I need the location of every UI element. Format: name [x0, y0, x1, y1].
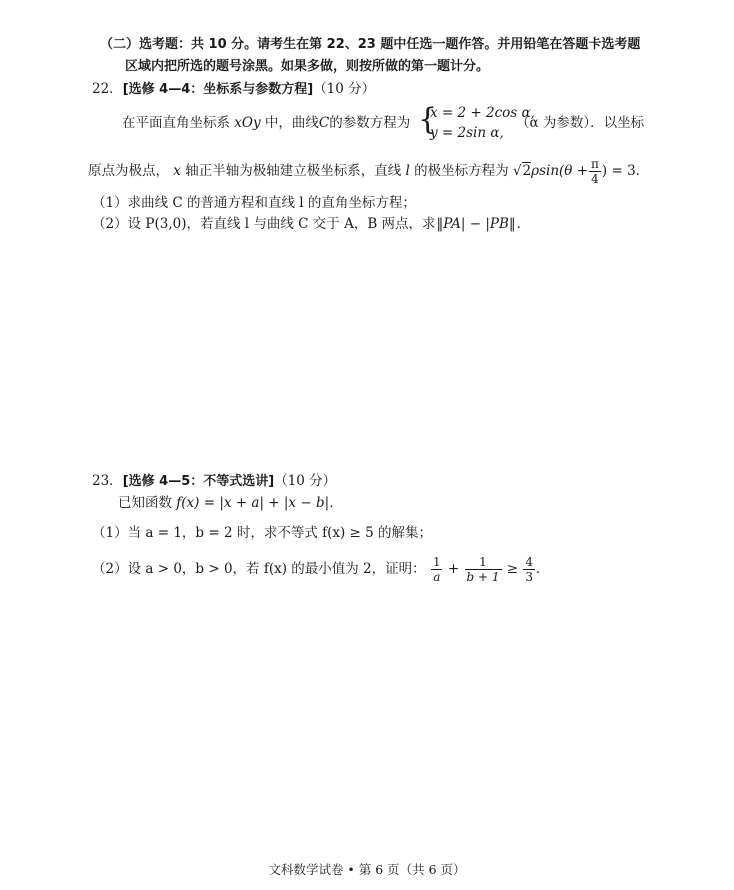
q22-number: 22． — [92, 81, 123, 97]
q22-heading — [92, 79, 375, 100]
q22-polar-end: ) = 3． — [601, 163, 650, 179]
section-header-line1: （二）选考题：共 10 分。请考生在第 22、23 题中任选一题作答。并用铅笔在答题卡选考题 — [100, 37, 641, 52]
q22-intro-text-a: 在平面直角坐标系 — [122, 115, 230, 131]
q22-title: [选修 4—4：坐标系与参数方程] — [122, 82, 314, 97]
section-header-line2: 区域内把所选的题号涂黑。如果多做，则按所做的第一题计分。 — [125, 59, 490, 74]
q22-coord-system: xOy — [234, 115, 261, 131]
q23-frac-4-over-3: $\frac{4}{3}$ — [525, 555, 534, 584]
q22-sqrt: √2 — [512, 163, 532, 179]
q22-score: （10 分） — [313, 81, 376, 97]
page-footer: 文科数学试卷 • 第 6 页（共 6 页） — [268, 862, 466, 877]
q23-part1: （1）当 a = 1，b = 2 时，求不等式 f(x) ≥ 5 的解集； — [92, 525, 433, 541]
q22-pi-over-4: $\frac{\pi}{4}$ — [591, 157, 599, 186]
q23-score: （10 分） — [274, 473, 337, 489]
q23-plus: + — [447, 561, 460, 577]
q23-given — [118, 493, 343, 513]
q22-polar-mid: ρsin(θ + — [531, 163, 589, 179]
q22-line2-text-a: 原点为极点， — [88, 163, 169, 179]
q23-title: [选修 4—5：不等式选讲] — [122, 474, 275, 489]
q22-curve-name: C — [318, 115, 330, 131]
q22-l-var: l — [405, 163, 410, 179]
q23-given-text: 已知函数 — [118, 495, 172, 511]
q23-geq: ≥ — [506, 561, 519, 577]
q23-part2-end: ． — [536, 561, 550, 577]
q22-part2-end: ． — [516, 216, 531, 232]
q22-line2 — [88, 157, 649, 186]
q22-param-eq2: y = 2sin α, — [430, 125, 504, 141]
q22-part2-expr: ‖PA| − |PB‖ — [436, 216, 516, 232]
q23-number: 23． — [92, 473, 123, 489]
q22-part1: （1）求曲线 C 的普通方程和直线 l 的直角坐标方程； — [92, 195, 416, 211]
q23-given-expr: f(x) = |x + a| + |x − b|． — [176, 495, 343, 511]
q23-frac-1-over-b1: $\frac{1}{b + 1}$ — [466, 555, 500, 584]
q23-frac-1-over-a: $\frac{1}{a}$ — [432, 555, 441, 584]
q22-intro-text-c: 的参数方程为 — [329, 115, 411, 131]
q22-line2-text-c: 的极坐标方程为 — [414, 163, 509, 179]
q22-x-var: x — [173, 163, 181, 179]
q23-part2 — [92, 555, 550, 584]
q22-intro — [122, 113, 410, 133]
q23-heading — [92, 471, 336, 492]
q22-param-note: （α 为参数）．以坐标 — [516, 115, 645, 131]
q23-part2-text: （2）设 a > 0，b > 0，若 f(x) 的最小值为 2，证明： — [92, 561, 426, 577]
q22-system-brace: { — [418, 102, 438, 137]
q22-part2 — [92, 214, 530, 234]
q22-intro-text-b: 中，曲线 — [264, 115, 319, 131]
q22-line2-text-b: 轴正半轴为极轴建立极坐标系，直线 — [185, 163, 402, 179]
q22-part2-text: （2）设 P(3,0)，若直线 l 与曲线 C 交于 A，B 两点，求 — [92, 216, 436, 232]
q22-param-eq1: x = 2 + 2cos α, — [430, 105, 535, 121]
